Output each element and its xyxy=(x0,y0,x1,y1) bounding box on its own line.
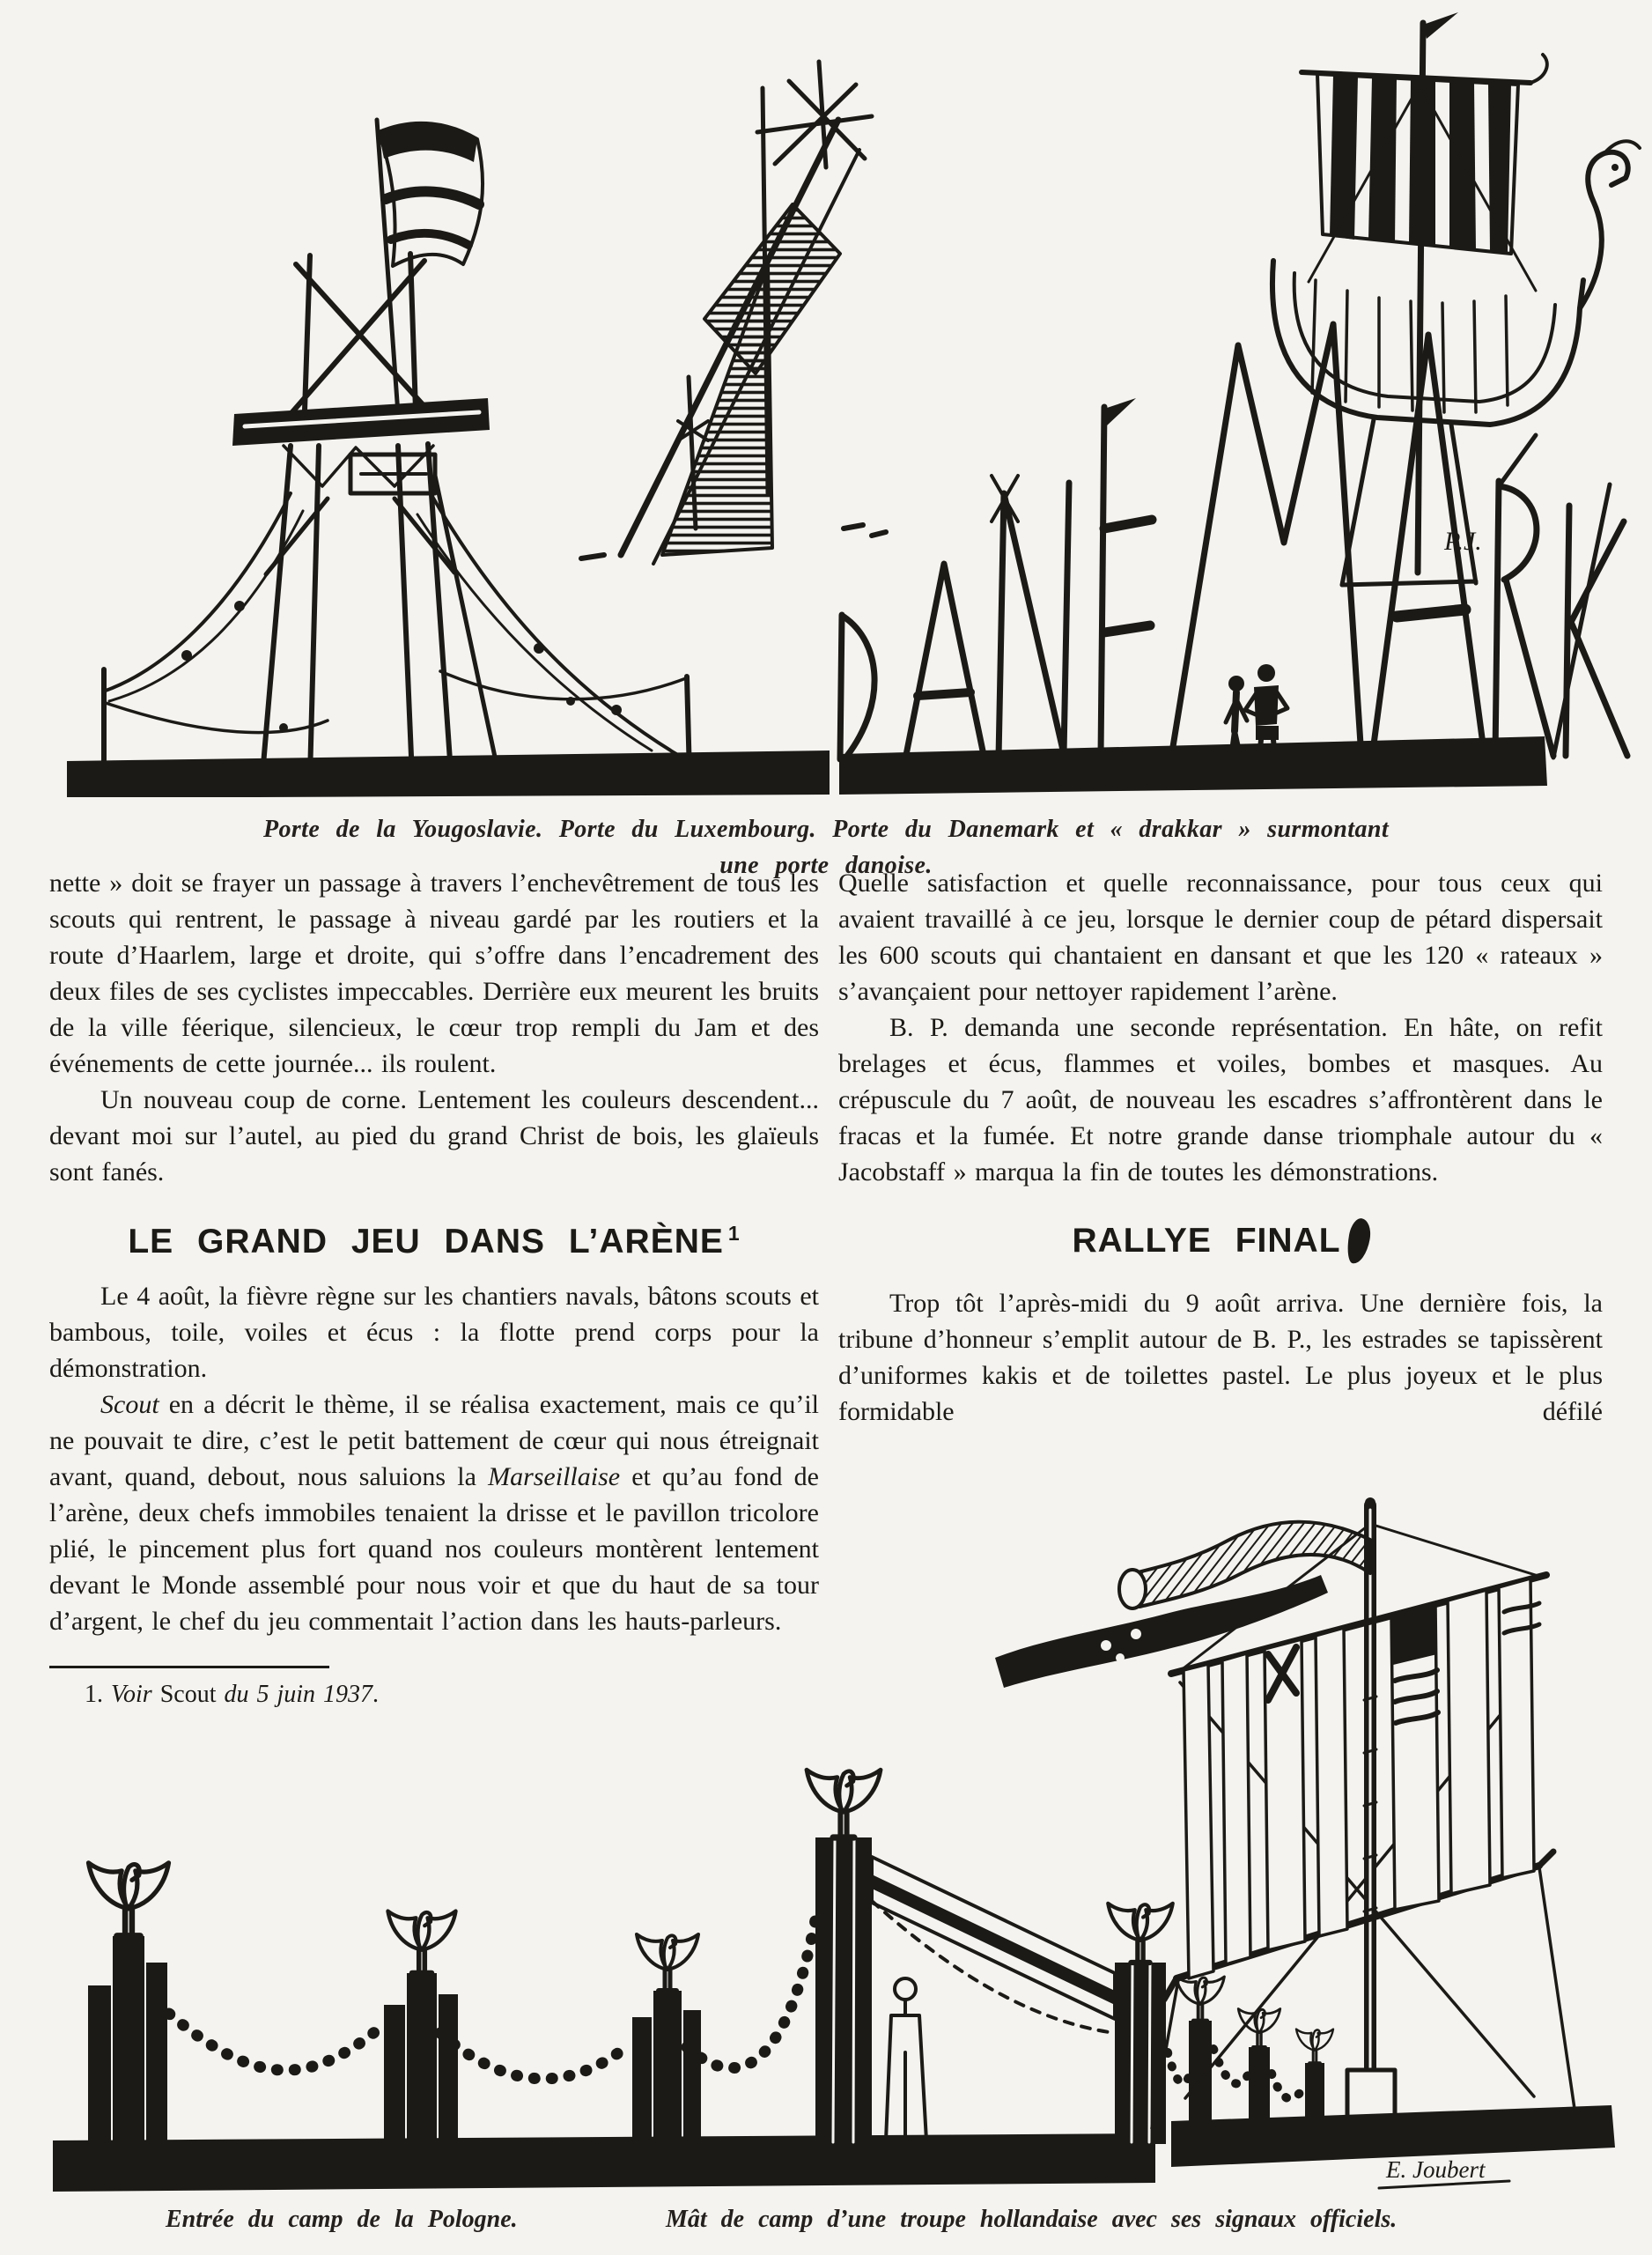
person-drawing xyxy=(886,1978,926,2140)
paragraph: Trop tôt l’après-midi du 9 août arriva. Une dernière fois, la tribune d’honneur s’emplit autour de B. P., les estrades se tapissèrent d’uniformes kakis et de toilettes pastel. Le plus joyeux et le plus formidable défilé xyxy=(838,1289,1603,1426)
poland-entrance-drawing xyxy=(53,1770,1333,2192)
artist-signature-pj: P.J. xyxy=(1444,527,1482,556)
heading-text: RALLYE FINAL xyxy=(1072,1222,1341,1260)
paragraph: Quelle satisfaction et quelle reconnaissance, pour tous ceux qui avaient travaillé à ce jeu, lorsque le dernier coup de pétard dispersait les 600 scouts qui chantaient en dansant et que les 120 « rateaux » s’avançaient pour nettoyer rapidement l’arène. xyxy=(838,869,1603,1006)
text-segment: . xyxy=(372,1681,380,1708)
artist-signature-joubert: E. Joubert xyxy=(1386,2156,1486,2183)
text-segment: Scout xyxy=(151,1681,225,1708)
text-segment: Voir xyxy=(111,1681,152,1708)
caption-mast: Mât de camp d’une troupe hollandaise avec ses signaux officiels. xyxy=(666,2206,1398,2233)
caption-poland: Entrée du camp de la Pologne. xyxy=(166,2206,518,2233)
text-segment: et qu’au fond de l’arène, deux chefs immobiles tenaient la drisse et le pavillon tricolore plié, le pincement plus fort quand nos couleurs montèrent lentement devant le Monde assemblé pour nous voir et que du haut de sa tour d’argent, le chef du jeu commentait l’action dans les hauts-parleurs. xyxy=(49,1462,819,1636)
section-heading-rallye-final xyxy=(838,1218,1603,1264)
ground-band-right xyxy=(839,736,1547,795)
paragraph: Le 4 août, la fièvre règne sur les chantiers navals, bâtons scouts et bambous, toile, voiles et écus : la flotte prend corps pour la démonstration. xyxy=(49,1282,819,1383)
bottom-illustration xyxy=(0,1489,1652,2202)
heading-text: LE GRAND JEU DANS L’ARÈNE xyxy=(128,1223,724,1261)
caption-line: Porte de la Yougoslavie. Porte du Luxembourg. Porte du Danemark et « drakkar » surmontant xyxy=(262,816,1390,843)
text-segment: 1. xyxy=(85,1681,111,1708)
top-illustrations-drawing xyxy=(0,0,1652,797)
right-column xyxy=(838,865,1603,1430)
paragraph: B. P. demanda une seconde représentation. En hâte, on refit brelages et écus, flammes et voiles, bombes et masques. Au crépuscule du 7 août, de nouveau les escadres s’affrontèrent dans le fracas et la fumée. Et notre grande danse triomphale autour du « Jacobstaff » marqua la fin de toutes les démonstrations. xyxy=(838,1013,1603,1187)
text-segment: du 5 juin 1937 xyxy=(224,1681,373,1708)
yugoslavia-gate-drawing xyxy=(104,120,690,777)
section-heading-grand-jeu xyxy=(49,1213,819,1262)
text-segment: en a décrit le thème, il se réalisa exactement, mais ce qu’il ne pouvait te dire, c’est le petit battement de cœur qui nous étreignait avant, quand, debout, nous saluions la xyxy=(49,1390,819,1491)
caption-line: une porte danoise. xyxy=(719,852,933,879)
paragraph: Un nouveau coup de corne. Lentement les couleurs descendent... devant moi sur l’autel, au pied du grand Christ de bois, les glaïeuls sont fanés. xyxy=(49,1085,819,1187)
footnote-mark: 1 xyxy=(727,1222,741,1245)
ink-smudge xyxy=(1344,1216,1373,1265)
bottom-illustrations-drawing xyxy=(0,1489,1652,2202)
drakkar-drawing xyxy=(1272,12,1640,585)
paragraph: nette » doit se frayer un passage à travers l’enchevêtrement de tous les scouts qui rentrent, le passage à niveau gardé par les routiers et la route d’Haarlem, large et droite, qui s’offre dans l’encadrement des deux files de ses cyclistes impeccables. Derrière eux meurent les bruits de la ville féerique, silencieux, le cœur trop rempli du Jam et des événements de cette journée... ils roulent. xyxy=(49,869,819,1078)
text-segment: Scout xyxy=(100,1390,159,1419)
luxembourg-gate-drawing xyxy=(581,62,886,564)
text-segment: Marseillaise xyxy=(488,1462,621,1491)
top-illustration xyxy=(0,0,1652,797)
